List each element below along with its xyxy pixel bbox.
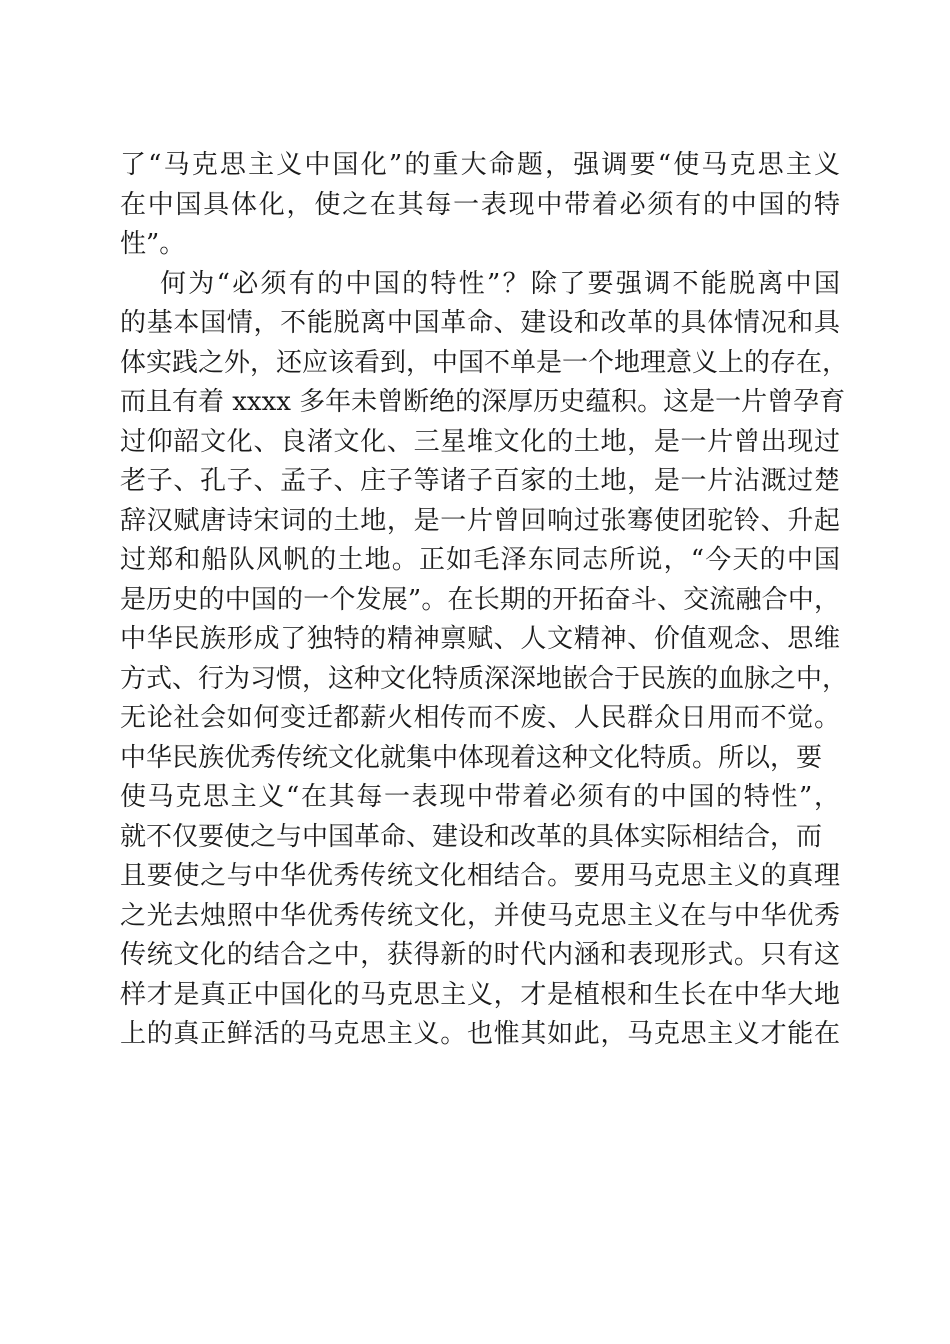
text-line: 何为“必须有的中国的特性”？除了要强调不能脱离中国: [160, 268, 840, 299]
body-text: [120, 146, 849, 1094]
text-line: 样才是真正中国化的马克思主义，才是植根和生长在中华大地: [120, 979, 840, 1010]
text-line: 方式、行为习惯，这种文化特质深深地嵌合于民族的血脉之中，: [120, 663, 849, 694]
text-line: 就不仅要使之与中国革命、建设和改革的具体实际相结合，而: [120, 821, 823, 852]
text-line: 性”。: [120, 229, 186, 259]
text-line: 无论社会如何变迁都薪火相传而不废、人民群众日用而不觉。: [120, 703, 840, 733]
text-line: 上的真正鲜活的马克思主义。也惟其如此，马克思主义才能在: [120, 1019, 840, 1049]
text-line: 使马克思主义“在其每一表现中带着必须有的中国的特性”，: [120, 782, 840, 812]
text-line: 在中国具体化，使之在其每一表现中带着必须有的中国的特: [120, 189, 840, 220]
text-line: 了“马克思主义中国化”的重大命题，强调要“使马克思主义: [120, 150, 840, 180]
text-line: 老子、孔子、孟子、庄子等诸子百家的土地，是一片沾溉过楚: [120, 466, 840, 496]
paragraph-2: [120, 265, 849, 1095]
text-line: 过郑和船队风帆的土地。正如毛泽东同志所说，“今天的中国: [120, 545, 840, 575]
text-line: 的基本国情，不能脱离中国革命、建设和改革的具体情况和具: [120, 308, 840, 338]
text-line: 体实践之外，还应该看到，中国不单是一个地理意义上的存在，: [120, 347, 849, 378]
text-line: 中华民族形成了独特的精神禀赋、人文精神、价值观念、思维: [120, 624, 840, 654]
text-line: 中华民族优秀传统文化就集中体现着这种文化特质。所以，要: [120, 742, 823, 773]
text-line: 之光去烛照中华优秀传统文化，并使马克思主义在与中华优秀: [120, 900, 840, 931]
text-line: 且要使之与中华优秀传统文化相结合。要用马克思主义的真理: [120, 861, 840, 891]
text-line: 辞汉赋唐诗宋词的土地，是一片曾回响过张骞使团驼铃、升起: [120, 505, 840, 536]
text-line: 传统文化的结合之中，获得新的时代内涵和表现形式。只有这: [120, 940, 840, 970]
text-line: 过仰韶文化、良渚文化、三星堆文化的土地，是一片曾出现过: [120, 426, 840, 457]
paragraph-1: [120, 146, 840, 265]
text-line: 是历史的中国的一个发展”。在长期的开拓奋斗、交流融合中，: [120, 584, 840, 615]
text-line: 而且有着 xxxx 多年未曾断绝的深厚历史蕴积。这是一片曾孕育: [120, 387, 846, 417]
text-line: [120, 1055, 840, 1095]
